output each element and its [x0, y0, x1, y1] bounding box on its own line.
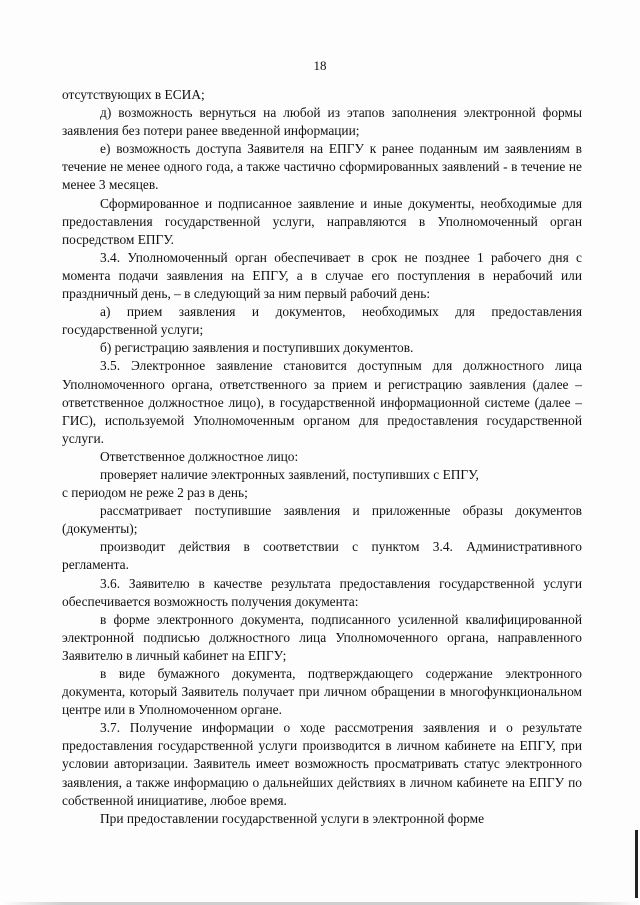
paragraph: Ответственное должностное лицо:: [100, 448, 299, 464]
paragraph: рассматривает поступившие заявления и приложенные образы документов (документы);: [62, 503, 582, 537]
paragraph: Сформированное и подписанное заявление и иные документы, необходимые для предоставления государственной услуги, направляются в Уполномоченный орган посредством ЕПГУ.: [62, 195, 582, 247]
paragraph: 3.4. Уполномоченный орган обеспечивает в срок не позднее 1 рабочего дня с момента подачи заявления на ЕПГУ, а в случае его поступления в нерабочий или праздничный день, – в следующий за ним первый рабочий день:: [62, 249, 582, 302]
document-body: [62, 86, 582, 828]
paragraph: 3.5. Электронное заявление становится доступным для должностного лица Уполномоченного органа, ответственного за прием и регистрацию заявления (далее – ответственное должностное лицо), в государственной информационной системе (далее – ГИС), используемой Уполномоченным органом для предоставления государственной услуги.: [62, 358, 582, 446]
paragraph: в виде бумажного документа, подтверждающего содержание электронного документа, который Заявитель получает при личном обращении в многофункциональном центре или в Уполномоченном органе.: [62, 666, 582, 718]
paragraph: производит действия в соответствии с пунктом 3.4. Административного регламента.: [62, 539, 582, 573]
scan-edge-mark: [635, 830, 638, 898]
paragraph: 3.6. Заявителю в качестве результата предоставления государственной услуги обеспечивается возможность получения документа:: [62, 575, 582, 609]
paragraph: б) регистрацию заявления и поступивших документов.: [100, 340, 414, 356]
paragraph: 3.7. Получение информации о ходе рассмотрения заявления и о результате предоставления государственной услуги производится в личном кабинете на ЕПГУ, при условии авторизации. Заявитель имеет возможность просматривать статус электронного заявления, а также информацию о дальнейших действиях в личном кабинете на ЕПГУ по собственной инициативе, любое время.: [62, 720, 582, 808]
paragraph: с периодом не реже 2 раз в день;: [62, 485, 248, 501]
paragraph: а) прием заявления и документов, необходимых для предоставления государственной услуги;: [62, 304, 582, 338]
paragraph: д) возможность вернуться на любой из этапов заполнения электронной формы заявления без потери ранее введенной информации;: [62, 105, 582, 139]
paragraph: При предоставлении государственной услуги в электронной форме: [100, 810, 485, 826]
page-number: 18: [313, 58, 327, 73]
paragraph: отсутствующих в ЕСИА;: [62, 87, 205, 102]
paragraph: е) возможность доступа Заявителя на ЕПГУ к ранее поданным им заявлениям в течение не менее одного года, а также частично сформированных заявлений - в течение не менее 3 месяцев.: [62, 141, 582, 193]
paragraph: в форме электронного документа, подписанного усиленной квалифицированной электронной подписью должностного лица Уполномоченного органа, направленного Заявителю в личный кабинет на ЕПГУ;: [62, 611, 582, 663]
paragraph: проверяет наличие электронных заявлений, поступивших с ЕПГУ,: [100, 466, 479, 482]
